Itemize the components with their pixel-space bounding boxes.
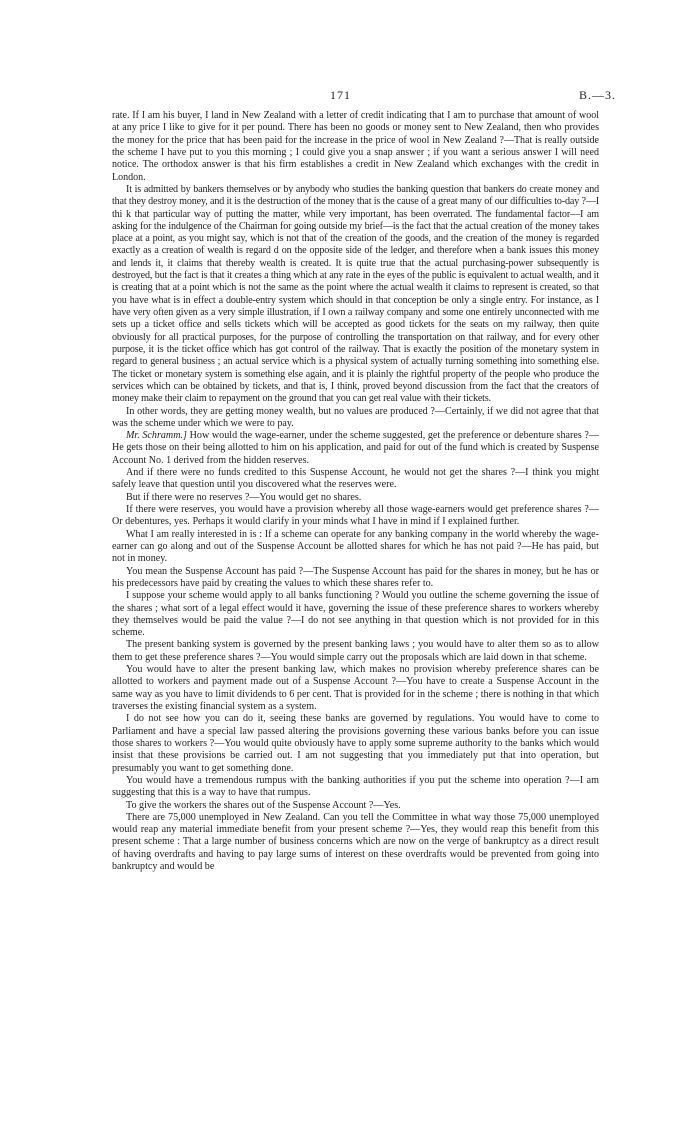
paragraph: In other words, they are getting money wealth, but no values are produced ?—Certainly, if we did not agree that that was the scheme under which we were to pay. — [112, 405, 599, 429]
paragraph: You would have to alter the present banking law, which makes no provision whereby preference shares can be allotted to workers and payment made out of a Suspense Account ?—You have to create a Suspense Account in the same way as you have to limit dividends to 6 per cent. That is provided for in the scheme ; there is nothing in that which traverses the existing financial system as a system. — [112, 664, 599, 712]
paragraph: But if there were no reserves ?—You would get no shares. — [126, 491, 362, 503]
paragraph: The present banking system is governed by the present banking laws ; you would have to alter them so as to allow them to get these preference shares ?—You would simple carry out the proposals which are laid down in that scheme. — [112, 639, 599, 663]
page-number: 171 — [330, 88, 351, 102]
paragraph: You would have a tremendous rumpus with the banking authorities if you put the scheme into operation ?—I am suggesting that this is a way to have that rumpus. — [112, 774, 599, 799]
speaker-label: Mr. Schramm.] — [126, 430, 187, 442]
paragraph: There are 75,000 unemployed in New Zealand. Can you tell the Committee in what way those 75,000 unemployed would reap any material immediate benefit from your present scheme ?—Yes, they would reap this benefit from this present scheme : That a large number of business concerns which are now on the verge of bankruptcy as a direct result of having overdrafts and having to pay large sums of interest on these overdrafts would be prevented from going into bankruptcy and would be — [112, 811, 599, 873]
paragraph: You mean the Suspense Account has paid ?—The Suspense Account has paid for the shares in money, but he has or his predecessors have paid by creating the values to which these shares refer to. — [112, 565, 599, 589]
paragraph: To give the workers the shares out of the Suspense Account ?—Yes. — [126, 799, 401, 811]
paragraph: What I am really interested in is : If a scheme can operate for any banking company in the world whereby the wage-earner can go along and out of the Suspense Account be allotted shares for which he has not paid ?—He has paid, but not in money. — [112, 528, 599, 565]
paragraph: If there were reserves, you would have a provision whereby all those wage-earners would get preference shares ?—Or debentures, yes. Perhaps it would clarify in your minds what I have in mind if I explained further. — [112, 504, 599, 528]
paragraph-text: How would the wage-earner, under the scheme suggested, get the preference or debenture shares ?—He gets those on their being allotted to him on his application, and paid for out of the fund which is created by Suspense Account No. 1 derived from the hidden reserves. — [112, 430, 599, 466]
paragraph: And if there were no funds credited to this Suspense Account, he would not get the shares ?—I think you might safely leave that question until you discovered what the reserves were. — [112, 467, 599, 491]
paragraph: I suppose your scheme would apply to all banks functioning ? Would you outline the scheme governing the issue of the shares ; what sort of a legal effect would it have, governing the issue of these preference shares to workers whereby they themselves would be paid the value ?—I do not see anything in that question which is not provided for in this scheme. — [112, 590, 599, 639]
paragraph: I do not see how you can do it, seeing these banks are governed by regulations. You would have to come to Parliament and have a special law passed altering the provisions governing these various banks before you can issue those shares to workers ?—You would quite obviously have to apply some supreme authority to the banks which would insist that these provisions be carried out. I am not suggesting that you immediately put that into operation, but presumably you want to get something done. — [112, 713, 599, 774]
paragraph: It is admitted by bankers themselves or by anybody who studies the banking question that bankers do create money and that they destroy money, and it is the destruction of the money that is the cause of a great many of our difficulties to-day ?—I thi k that particular way of putting the matter, while very important, has been overrated. The fundamental factor—I am asking for the indulgence of the Chairman for going outside my brief—is the fact that the actual creation of the money takes place at a point, as you might say, which is not that of the creation of the goods, and the creation of the money is regarded exactly as a creation of wealth is regard d on the opposite side of the ledger, and therefore when a bank issues this money and lends it, it claims that thereby wealth is created. It is quite true that the actual purchasing-power subsequently is destroyed, but the fact is that it creates a thing which at any rate in the eyes of the public is equivalent to actual wealth, and it is creating that at a point which is not the same as the point where the actual wealth it claims to represent is created, so that you have what is in effect a double-entry system which should in that conception be only a single entry. For instance, as I have very often given as a very simple illustration, if I own a railway company and some one entirely unconnected with me sets up a ticket office and sells tickets which will be accepted as good tickets for the seats on my railway, then quite obviously for all practical purposes, for the purpose of controlling the transportation on that railway, and for every other purpose, it is the ticket office which has got control of the railway. That is exactly the position of the monetary system in regard to general business ; an actual service which is a physical system of actually turning something into something else. The ticket or monetary system is something else again, and it is plainly the rightful property of the people who produce the services which can be obtained by tickets, and that is, I think, proved beyond discussion from the fact that the creators of money make their claim to repayment on the ground that you can get real value with their tickets. — [112, 183, 599, 405]
body-text — [112, 110, 599, 873]
page-header — [0, 88, 700, 104]
paragraph — [112, 430, 599, 467]
document-reference: B.—3. — [578, 88, 616, 102]
paragraph: rate. If I am his buyer, I land in New Zealand with a letter of credit indicating that I am to purchase that amount of wool at any price I like to give for it per pound. There has been no goods or money sent to New Zealand, then who provides the money for the price that has been paid for the increase in the price of wool in New Zealand ?—That is really outside the scheme I have put to you this morning ; I could give you a snap answer ; if you want a serious answer I will need notice. The orthodox answer is that his firm establishes a credit in New Zealand which exchanges with the credit in London. — [112, 110, 599, 183]
